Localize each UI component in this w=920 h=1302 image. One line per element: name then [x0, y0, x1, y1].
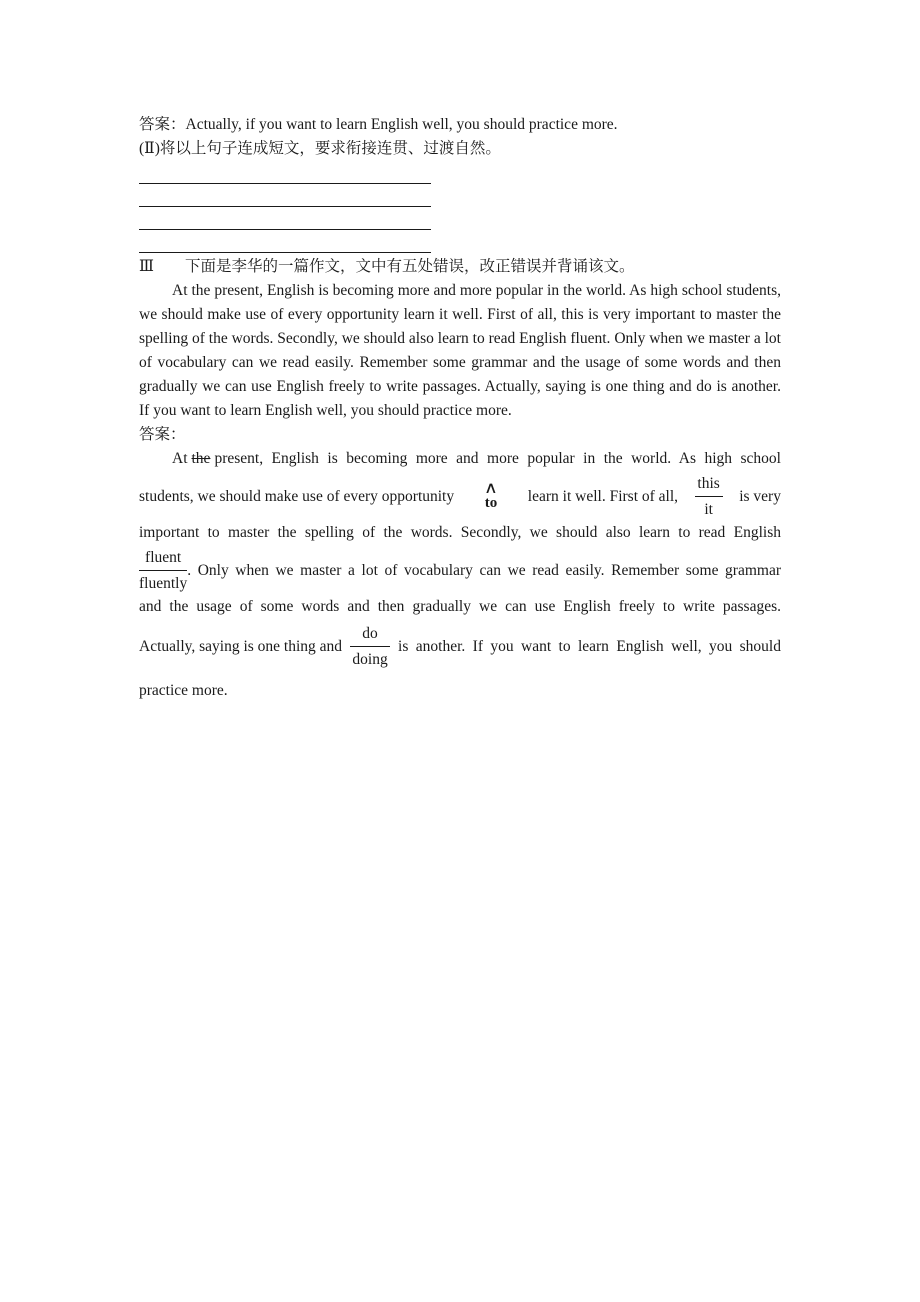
part3-instruction: 下面是李华的一篇作文，文中有五处错误，改正错误并背诵该文。 [185, 258, 635, 275]
answer-text: important to master the spelling of the words. Secondly, we should also learn to read English [139, 524, 781, 541]
answer-text: present, English is becoming more and more popular in the world. As high school [214, 450, 781, 467]
answer-line-3 [139, 521, 781, 545]
answer-line-2 [139, 471, 781, 523]
answer-text: practice more. [139, 682, 228, 699]
answer-text: Actually, saying is one thing and [139, 638, 343, 655]
deleted-word: the [191, 450, 211, 467]
correction-right: it [704, 501, 713, 518]
answer-text: Actually, if you want to learn English well, you should practice more. [185, 116, 618, 133]
part2-instruction: (Ⅱ)将以上句子连成短文，要求衔接连贯、过渡自然。 [139, 140, 501, 157]
answer-line-7 [139, 679, 781, 703]
top-answer-line [139, 113, 781, 137]
writing-line[interactable] [139, 230, 431, 253]
correction-right: fluently [139, 575, 188, 592]
writing-line[interactable] [139, 184, 431, 207]
answer-text: students, we should make use of every opportunity [139, 488, 455, 505]
correction-fraction [139, 547, 187, 595]
writing-lines [139, 161, 781, 253]
answer-text: learn it well. First of all, [527, 488, 679, 505]
inserted-word: to [484, 495, 498, 511]
document-page [139, 113, 781, 703]
answer-text: . Only when we master a lot of vocabulary can we read easily. Remember some grammar [187, 562, 781, 579]
answer-line-4 [139, 545, 781, 597]
answer-label-2: 答案： [139, 426, 186, 443]
answer-line-5 [139, 595, 781, 619]
correction-wrong: fluent [139, 547, 187, 571]
answer-line-6 [139, 621, 781, 673]
answer-text: and the usage of some words and then gradually we can use English freely to write passages. [139, 598, 781, 615]
essay-paragraph: At the present, English is becoming more and more popular in the world. As high school students, we should make use of every opportunity learn it well. First of all, this is very important to master the spelling of the words. Secondly, we should also learn to read English fluent. Only when we master a lot of vocabulary can we read easily. Remember some grammar and the usage of some words and then gradually we can use English freely to write passages. Actually, saying is one thing and do is another. If you want to learn English well, you should practice more. [139, 282, 781, 419]
insertion-mark [483, 480, 498, 511]
answer-label: 答案： [139, 116, 186, 133]
caret-icon: ∧ [483, 480, 498, 497]
correction-wrong: do [350, 623, 390, 647]
part3-number: Ⅲ [139, 258, 154, 275]
correction-fraction [695, 473, 723, 521]
writing-line[interactable] [139, 161, 431, 184]
corrected-essay [139, 447, 781, 703]
answer-text: At [172, 450, 188, 467]
correction-right: doing [352, 651, 388, 668]
answer-text: is very [739, 488, 781, 505]
answer-line-1 [139, 447, 781, 471]
correction-wrong: this [695, 473, 723, 497]
writing-line[interactable] [139, 207, 431, 230]
answer-text: is another. If you want to learn English well, you should [398, 638, 781, 655]
correction-fraction [350, 623, 390, 671]
part3-heading [139, 255, 781, 279]
